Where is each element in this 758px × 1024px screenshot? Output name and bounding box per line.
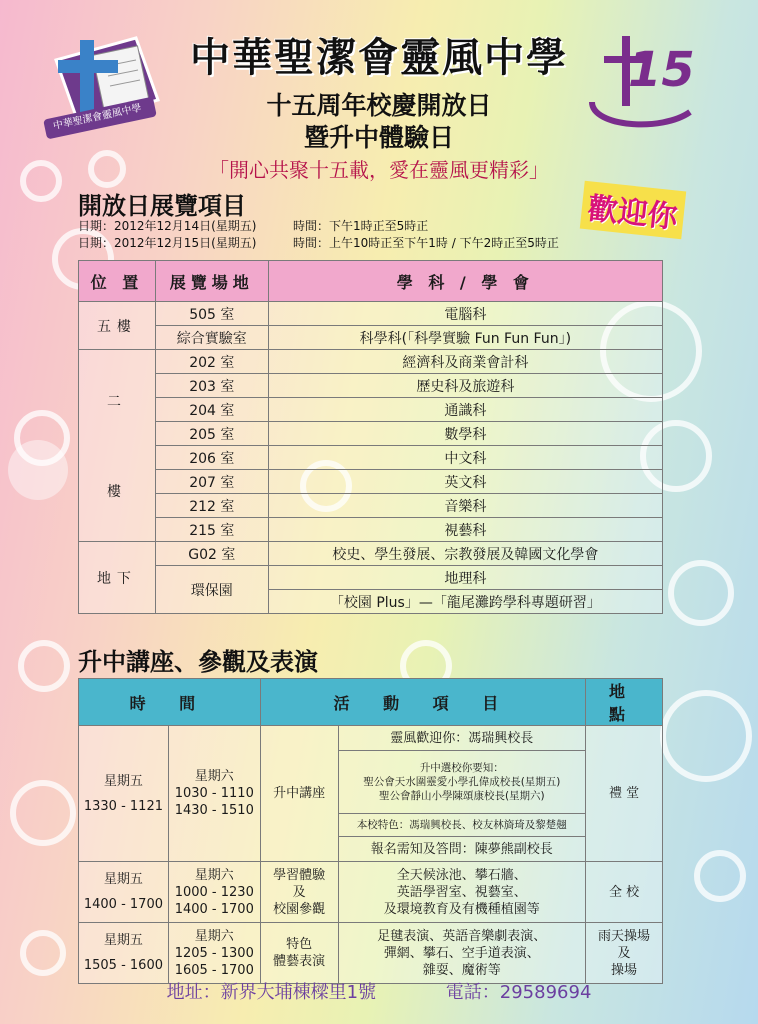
activity-cell: 特色 體藝表演 [260,923,338,984]
date-line: 日期：2012年12月15日(星期五) 時間：上午10時正至下午1時 / 下午2時正至5時正 [78,236,559,250]
venue-cell: 雨天操場 及 操場 [586,923,663,984]
anniversary-15-number: 15 [628,42,695,98]
school-address: 地址：新界大埔棟樑里1號 [166,982,377,1003]
school-phone: 電話：29589694 [445,982,592,1003]
exhibition-table [78,260,663,614]
room-cell: 215 室 [155,518,268,542]
talks-table [78,678,663,984]
footer [0,978,758,1004]
decor-ring [10,780,76,846]
subject-cell: 視藝科 [268,518,662,542]
talks-heading: 升中講座、參觀及表演 [78,648,318,676]
saturday-time-cell: 星期六 1030 - 1110 1430 - 1510 [168,726,260,862]
room-cell: 206 室 [155,446,268,470]
decor-ring [14,410,70,466]
table-row [79,446,663,470]
header-location: 位 置 [79,261,156,302]
floor-5-label: 五樓 [79,302,156,350]
subject-cell: 中文科 [268,446,662,470]
header-venue: 展覽場地 [155,261,268,302]
table-row [79,350,663,374]
table-row [79,302,663,326]
detail-cell: 足毽表演、英語音樂劇表演、 彈網、攀石、空手道表演、 雜耍、魔術等 [338,923,586,984]
table-row [79,398,663,422]
table-row [79,374,663,398]
floor-2-label: 二 樓 [79,350,156,542]
table-row [79,542,663,566]
table-row [79,470,663,494]
decor-ring [668,560,734,626]
date-line: 日期：2012年12月14日(星期五) 時間：下午1時正至5時正 [78,219,429,233]
friday-time-cell: 星期五 1400 - 1700 [79,862,169,923]
subject-cell: 音樂科 [268,494,662,518]
subject-cell: 英文科 [268,470,662,494]
room-cell: G02 室 [155,542,268,566]
subject-cell: 「校園 Plus」—「龍尾灘跨學科專題研習」 [268,590,662,614]
room-cell: 203 室 [155,374,268,398]
room-cell: 綜合實驗室 [155,326,268,350]
venue-cell: 全 校 [586,862,663,923]
header-venue: 地 點 [586,679,663,726]
friday-time-cell: 星期五 1330 - 1121 [79,726,169,862]
table-row [79,862,663,923]
exhibition-heading: 開放日展覽項目 [78,192,246,220]
subject-cell: 通識科 [268,398,662,422]
decor-ring [660,690,752,782]
table-row [79,726,663,751]
event-title: 十五周年校慶開放日 [266,91,492,120]
welcome-banner: 歡迎你 [580,181,686,239]
detail-cell: 本校特色：馮瑞興校長、校友林旖琦及黎楚翹 [338,814,586,837]
room-cell: 212 室 [155,494,268,518]
table-row [79,518,663,542]
table-row [79,494,663,518]
detail-cell: 報名需知及答問：陳夢熊副校長 [338,837,586,862]
table-header-row [79,679,663,726]
decor-ring [694,850,746,902]
room-cell: 505 室 [155,302,268,326]
subject-cell: 數學科 [268,422,662,446]
saturday-time-cell: 星期六 1205 - 1300 1605 - 1700 [168,923,260,984]
room-cell: 207 室 [155,470,268,494]
room-cell: 202 室 [155,350,268,374]
subject-cell: 歷史科及旅遊科 [268,374,662,398]
decor-ring [20,930,66,976]
saturday-time-cell: 星期六 1000 - 1230 1400 - 1700 [168,862,260,923]
room-cell: 204 室 [155,398,268,422]
ground-floor-label: 地下 [79,542,156,614]
decor-dot [8,440,68,500]
table-row [79,422,663,446]
header-time: 時 間 [79,679,261,726]
subject-cell: 經濟科及商業會計科 [268,350,662,374]
room-cell: 環保園 [155,566,268,614]
header-activity: 活 動 項 目 [260,679,585,726]
exhibition-dates [78,218,559,252]
venue-cell: 禮 堂 [586,726,663,862]
logo-banner-text: 中華聖潔會靈風中學 [52,102,143,133]
friday-time-cell: 星期五 1505 - 1600 [79,923,169,984]
room-cell: 205 室 [155,422,268,446]
subject-cell: 地理科 [268,566,662,590]
detail-cell: 升中選校你要知： 聖公會天水圍靈愛小學孔偉成校長(星期五) 聖公會靜山小學陳頌康校長(星期六) [338,751,586,814]
activity-cell: 升中講座 [260,726,338,862]
detail-cell: 靈風歡迎你：馮瑞興校長 [338,726,586,751]
activity-cell: 學習體驗 及 校園參觀 [260,862,338,923]
slogan: 「開心共聚十五載，愛在靈風更精彩」 [209,158,549,182]
table-row [79,923,663,984]
decor-ring [18,640,70,692]
subject-cell: 科學科(「科學實驗 Fun Fun Fun」) [268,326,662,350]
subject-cell: 電腦科 [268,302,662,326]
header-subject: 學 科 / 學 會 [268,261,662,302]
detail-cell: 全天候泳池、攀石牆、 英語學習室、視藝室、 及環境教育及有機種植園等 [338,862,586,923]
subject-cell: 校史、學生發展、宗教發展及韓國文化學會 [268,542,662,566]
table-header-row [79,261,663,302]
table-row [79,566,663,590]
event-subtitle: 暨升中體驗日 [303,123,454,152]
school-name: 中華聖潔會靈風中學 [190,35,568,81]
table-row [79,326,663,350]
